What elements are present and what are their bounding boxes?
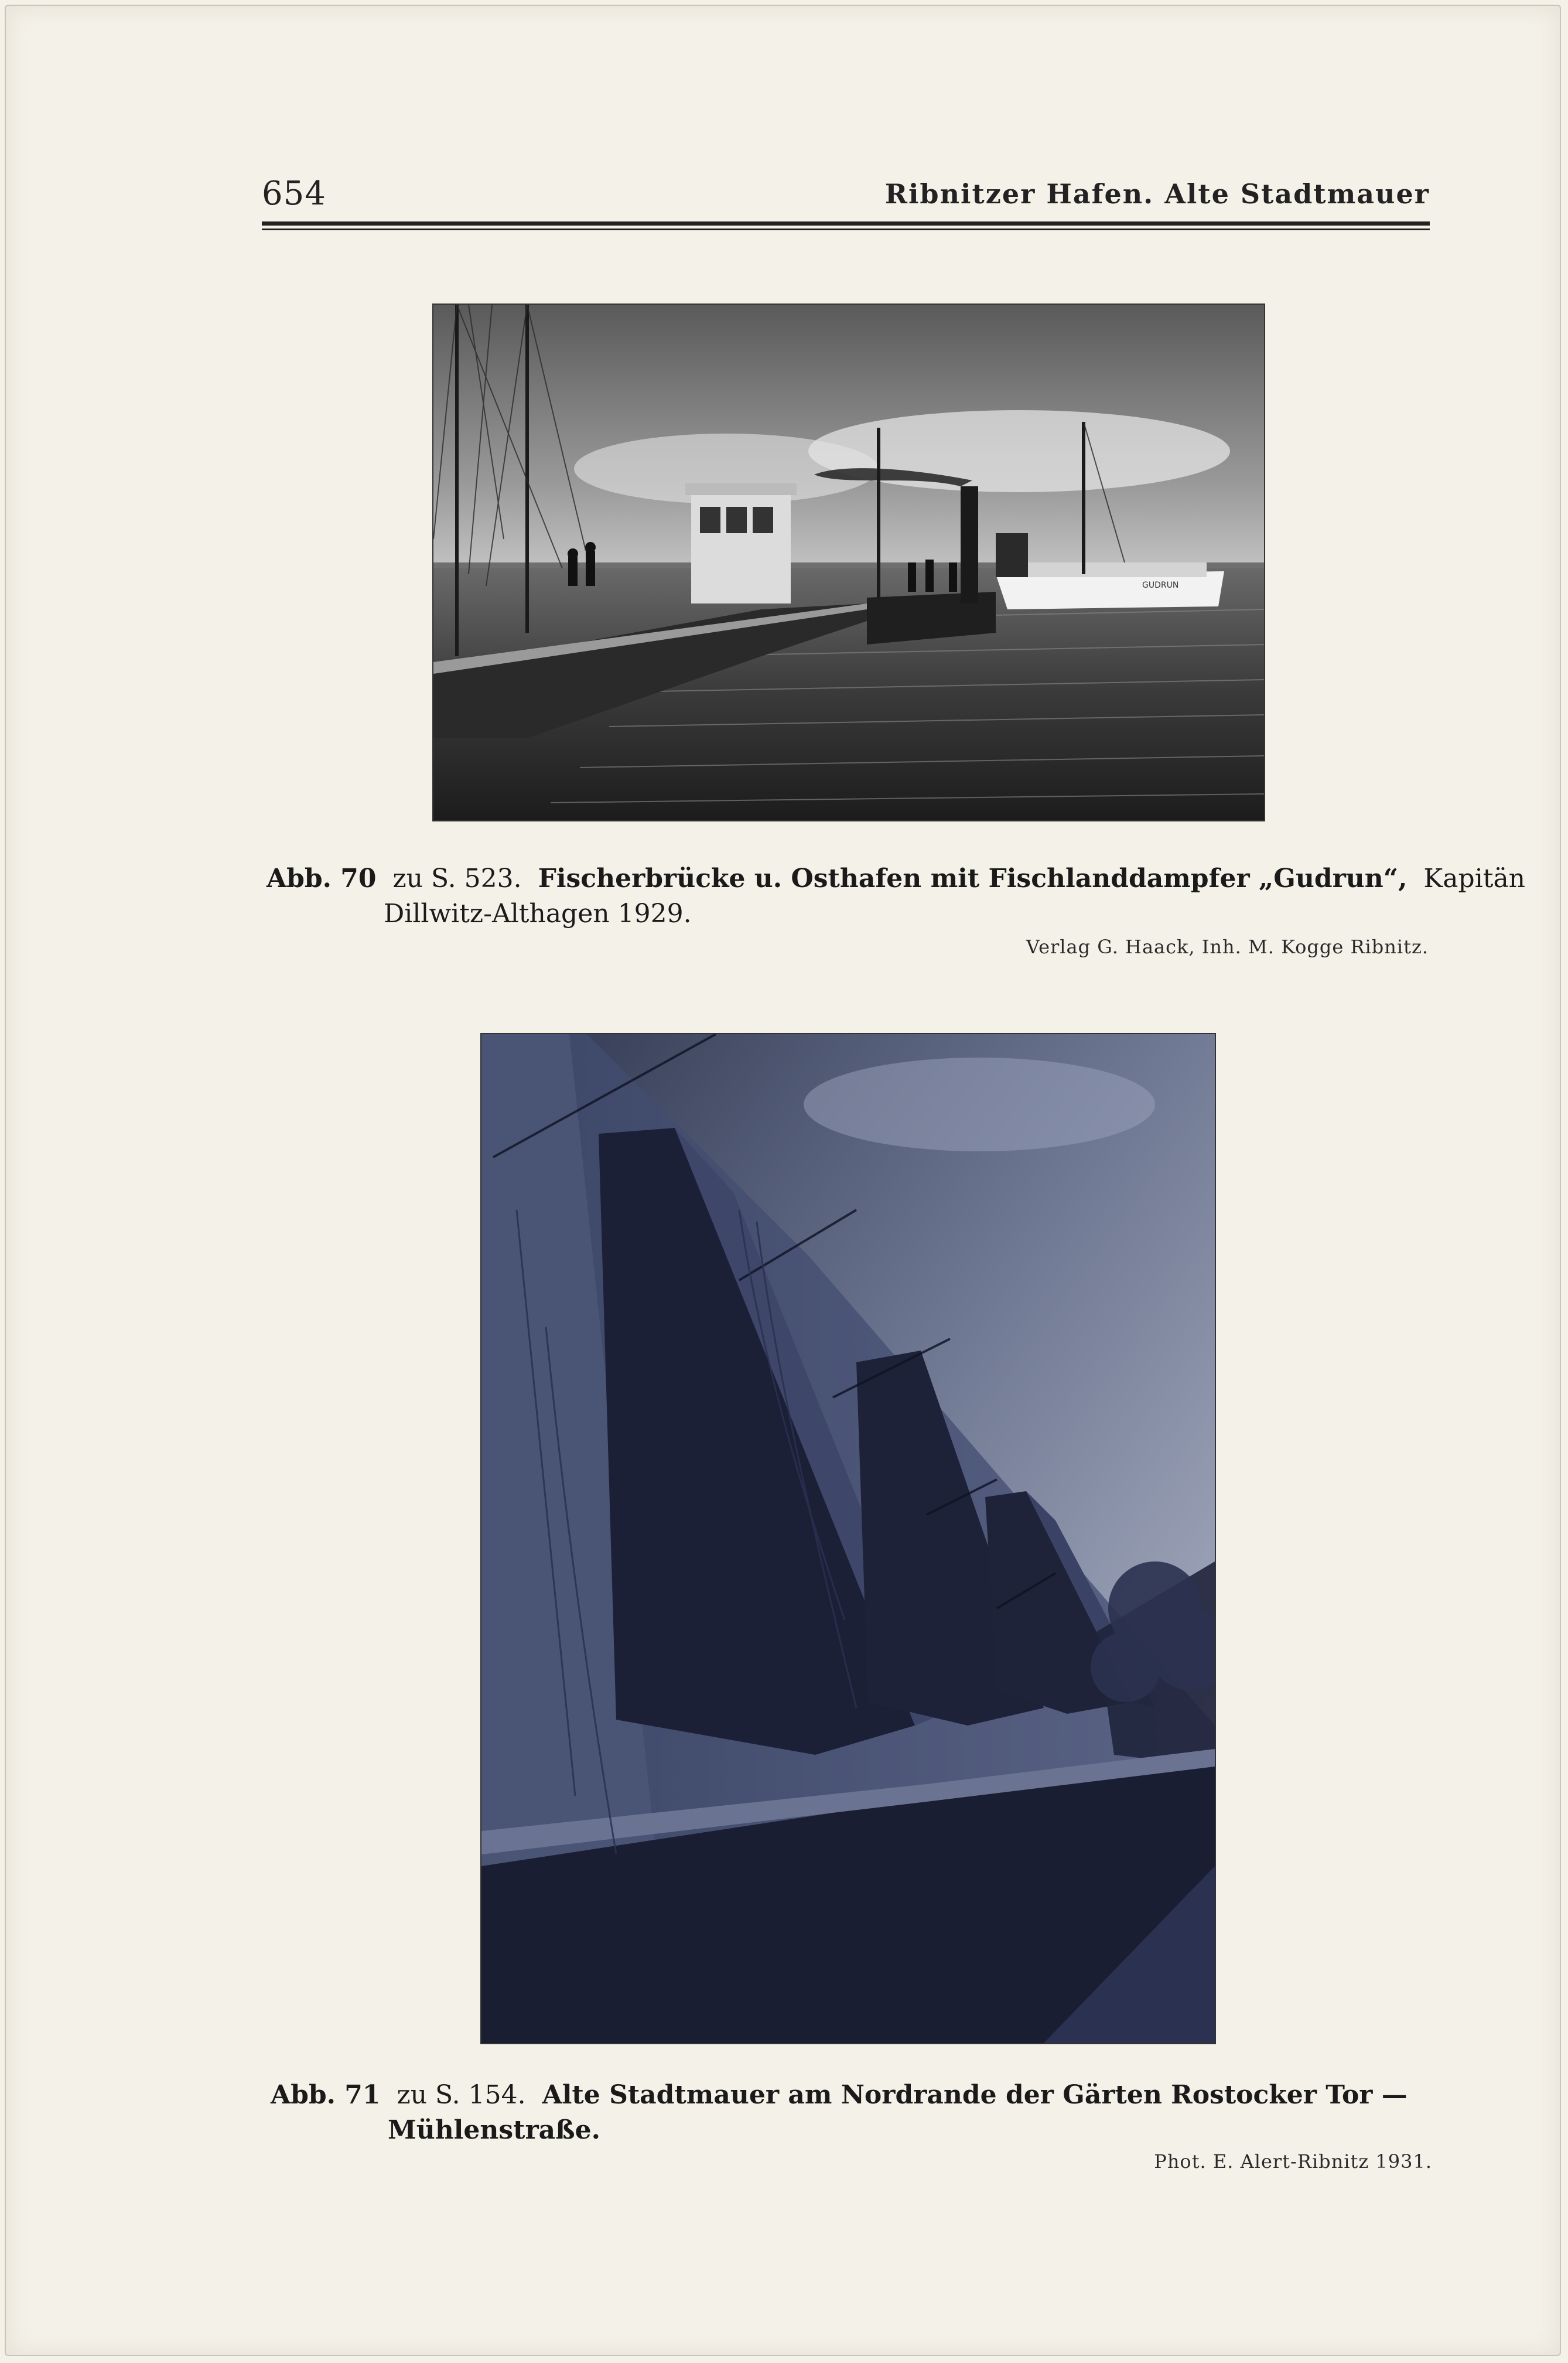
header-rule-thin — [262, 229, 1430, 230]
page-number: 654 — [262, 175, 326, 213]
figure-caption-line2: Mühlenstraße. — [388, 2115, 600, 2145]
figure-label: Abb. 70 — [267, 864, 377, 894]
figure-title: Alte Stadtmauer am Nordrande der Gärten Rostocker Tor — — [542, 2080, 1408, 2110]
harbor-photo — [433, 305, 1264, 820]
figure-ref: zu S. 523. — [392, 864, 522, 894]
figure-label: Abb. 71 — [271, 2080, 381, 2110]
figure-caption-70 — [267, 861, 1526, 932]
photo-credit-70: Verlag G. Haack, Inh. M. Kogge Ribnitz. — [1026, 936, 1429, 958]
city-wall-photo — [481, 1034, 1215, 2043]
figure-caption-71 — [271, 2078, 1433, 2148]
running-title: Ribnitzer Hafen. Alte Stadtmauer — [884, 178, 1430, 210]
figure-title-rest: Kapitän — [1423, 864, 1526, 894]
photo-credit-71: Phot. E. Alert-Ribnitz 1931. — [1154, 2150, 1432, 2173]
ship-name-text: GUDRUN — [1142, 581, 1179, 590]
header-rule — [262, 221, 1430, 226]
figure-title: Fischerbrücke u. Osthafen mit Fischlanddampfer „Gudrun“, — [538, 864, 1408, 894]
figure-caption-line2: Dillwitz-Althagen 1929. — [384, 899, 692, 929]
figure-ref: zu S. 154. — [397, 2080, 526, 2110]
